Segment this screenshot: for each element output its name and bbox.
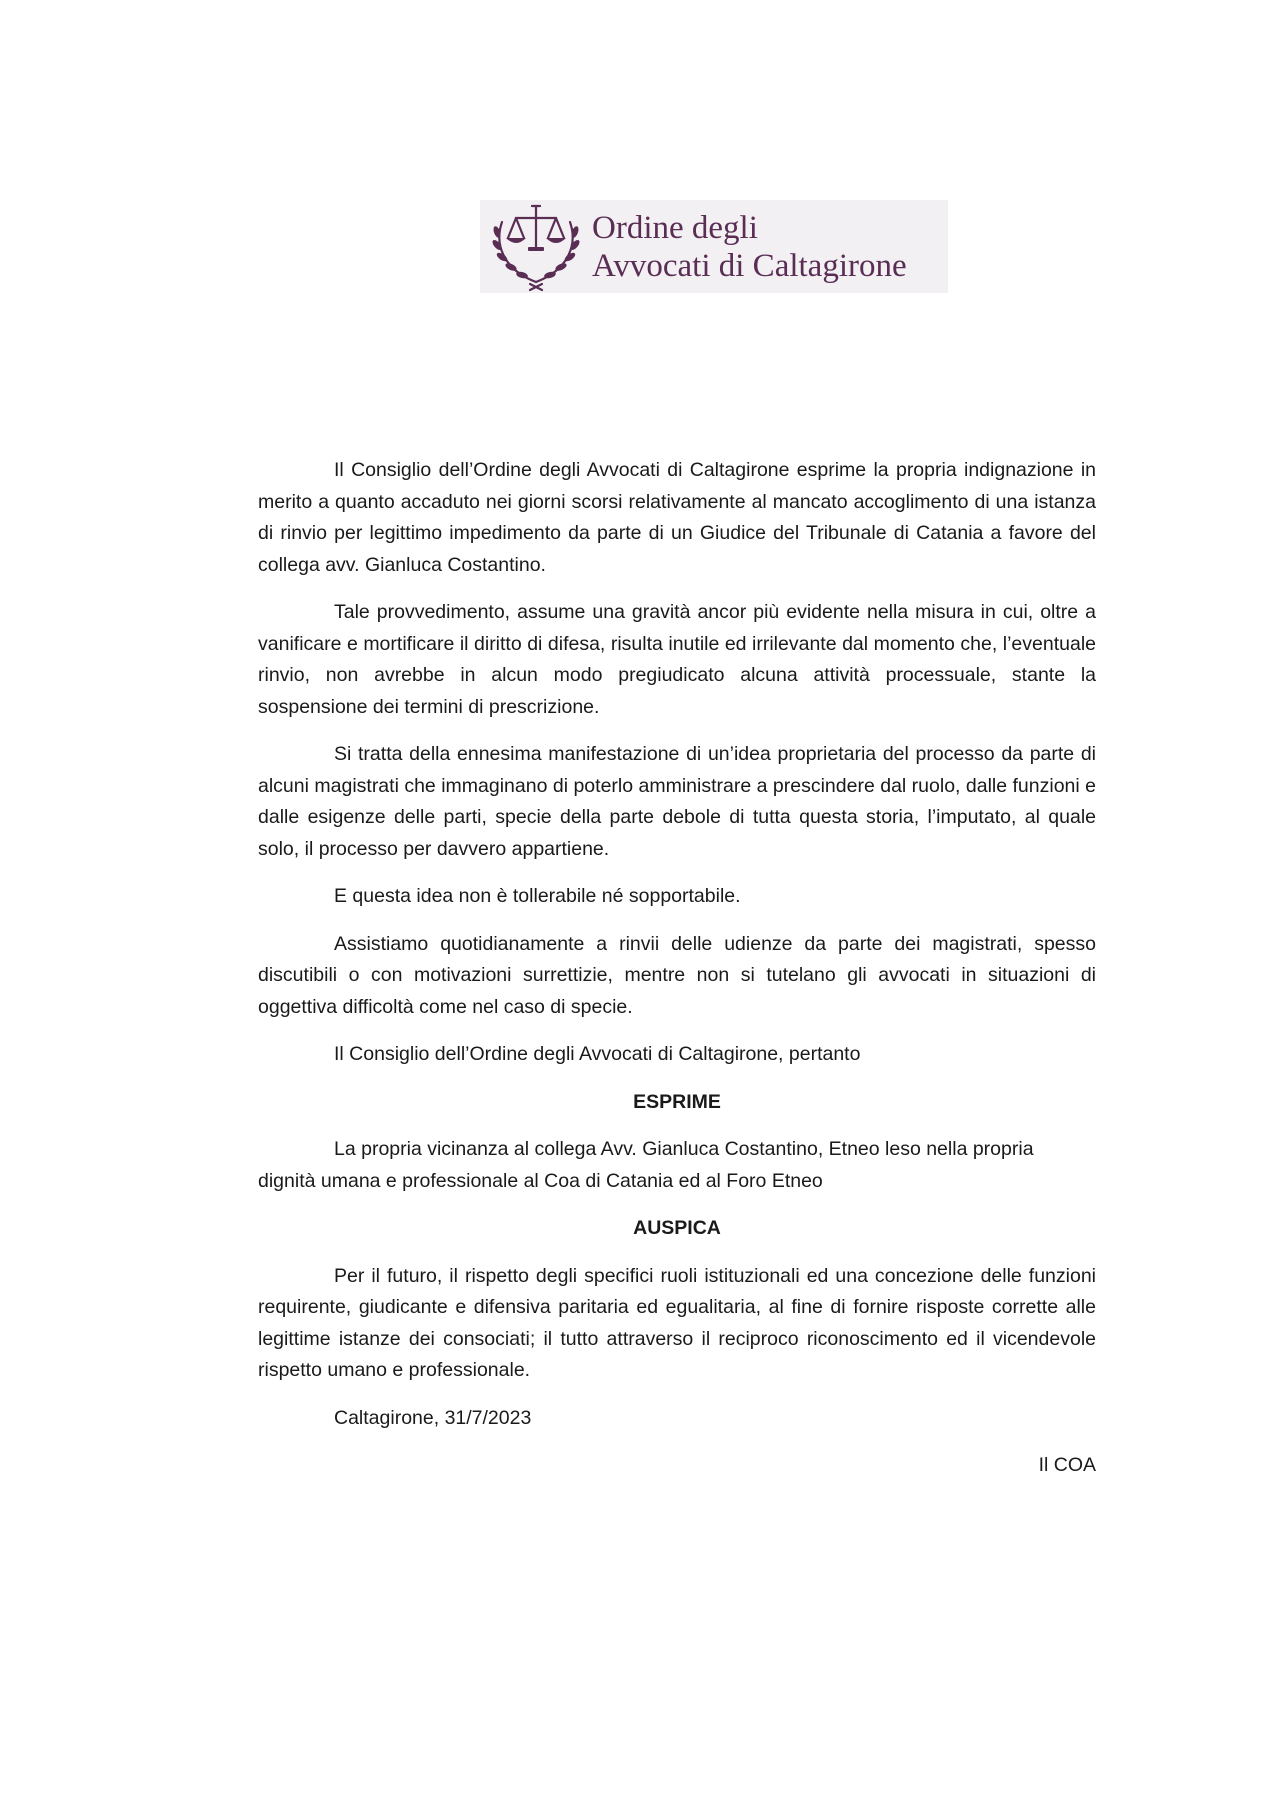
paragraph-provvedimento: Tale provvedimento, assume una gravità ancor più evidente nella misura in cui, oltre a vanificare e mortificare il diritto di difesa, risulta inutile ed irrilevante dal momento che, l’eventuale rinvio, non avrebbe in alcun modo pregiudicato alcuna attività processuale, stante la sospensione dei termini di prescrizione.	[258, 601, 1096, 718]
signature: Il COA	[1038, 1454, 1096, 1476]
paragraph-indignation: Il Consiglio dell’Ordine degli Avvocati di Caltagirone esprime la propria indignazione in merito a quanto accaduto nei giorni scorsi relativamente al mancato accoglimento di una istanza di rinvio per legittimo impedimento da parte di un Giudice del Tribunale di Catania a favore del collega avv. Gianluca Costantino.	[258, 459, 1096, 576]
paragraph-idea-proprietaria: Si tratta della ennesima manifestazione di un’idea proprietaria del processo da parte di alcuni magistrati che immaginano di poterlo amministrare a prescindere dal ruolo, dalle funzioni e dalle esigenze delle parti, specie della parte debole di tutta questa storia, l’imputato, al quale solo, il processo per davvero appartiene.	[258, 743, 1096, 860]
scales-of-justice-laurel-icon	[480, 200, 592, 293]
date-line: Caltagirone, 31/7/2023	[334, 1406, 532, 1429]
paragraph-non-tollerabile: E questa idea non è tollerabile né sopportabile.	[334, 885, 741, 907]
heading-auspica: AUSPICA	[633, 1217, 721, 1239]
paragraph-esprime: La propria vicinanza al collega Avv. Gianluca Costantino, Etneo leso nella propria dignità umana e professionale al Coa di Catania ed al Foro Etneo	[258, 1138, 1034, 1192]
logo-line-2: Avvocati di Caltagirone	[592, 247, 907, 284]
letter-body	[258, 455, 1096, 1482]
heading-esprime: ESPRIME	[633, 1090, 721, 1113]
paragraph-auspica: Per il futuro, il rispetto degli specifici ruoli istituzionali ed una concezione delle funzioni requirente, giudicante e difensiva paritaria ed egualitaria, al fine di fornire risposte corrette alle legittime istanze dei consociati; il tutto attraverso il reciproco riconoscimento ed il vicendevole rispetto umano e professionale.	[258, 1264, 1096, 1381]
paragraph-rinvii: Assistiamo quotidianamente a rinvii delle udienze da parte dei magistrati, spesso discutibili o con motivazioni surrettizie, mentre non si tutelano gli avvocati in situazioni di oggettiva difficoltà come nel caso di specie.	[258, 932, 1096, 1018]
logo-text	[592, 209, 907, 285]
logo	[480, 200, 948, 293]
logo-line-1: Ordine degli	[592, 209, 758, 246]
paragraph-pertanto: Il Consiglio dell’Ordine degli Avvocati di Caltagirone, pertanto	[334, 1043, 861, 1065]
